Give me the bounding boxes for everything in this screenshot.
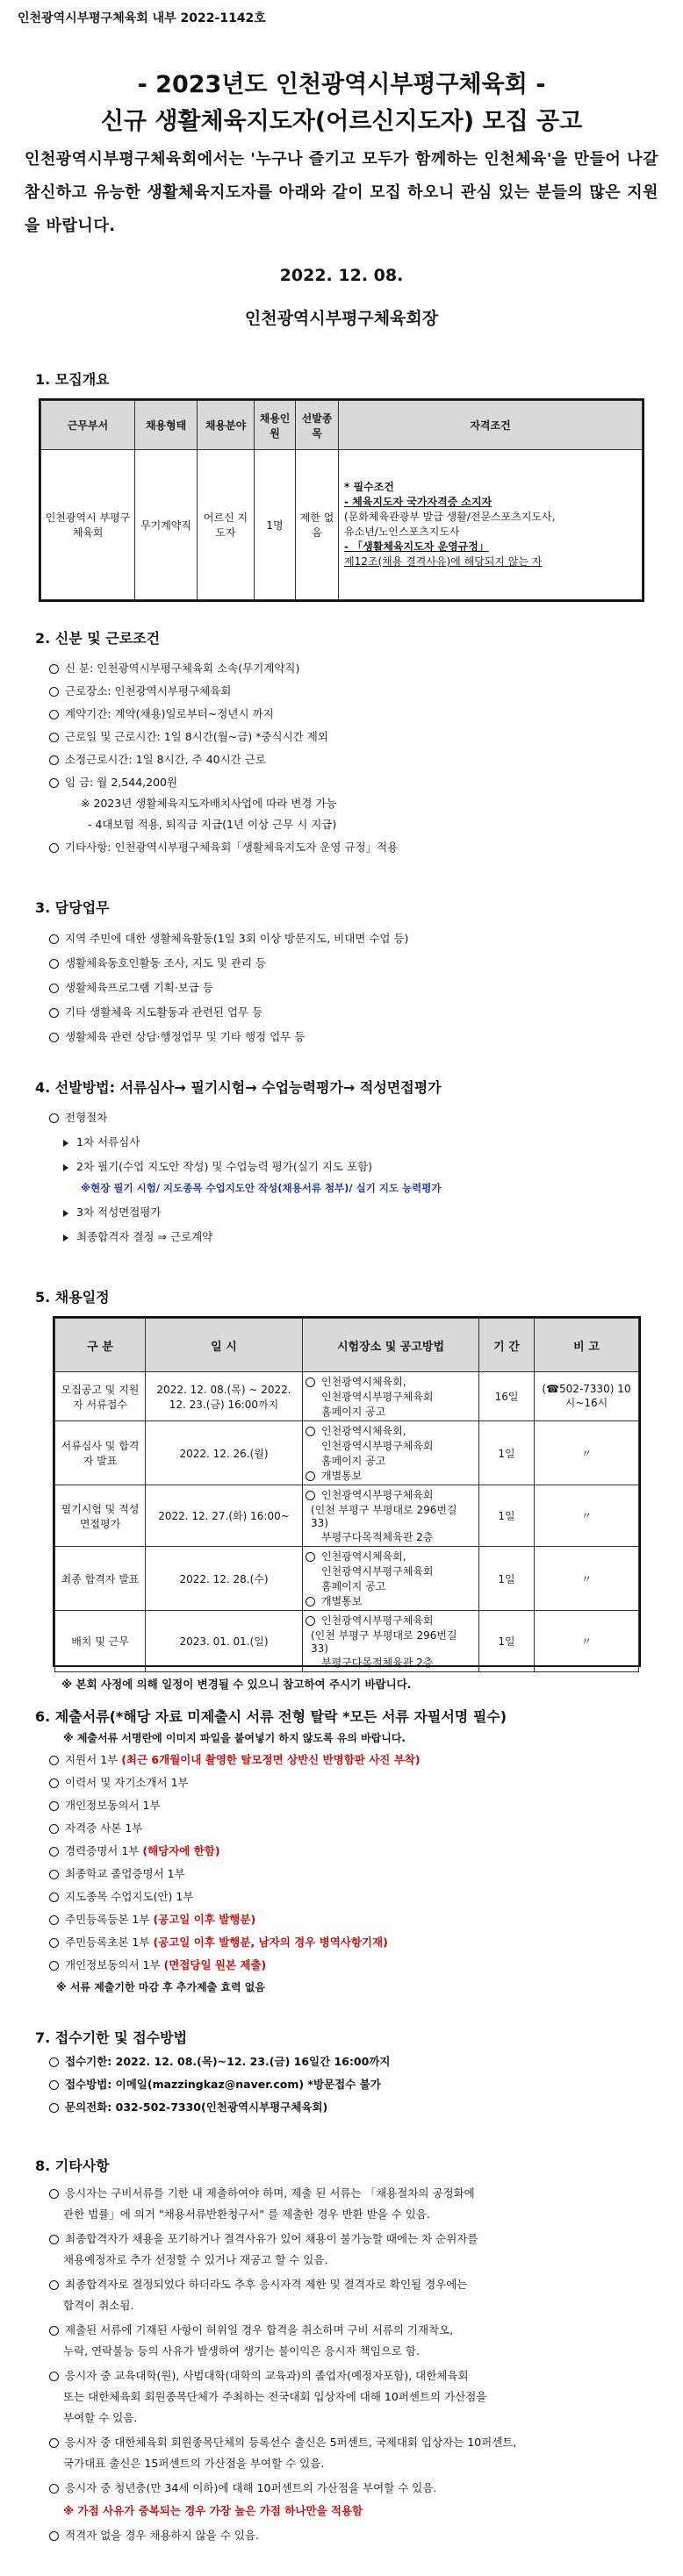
s3-item: 생활체육동호인활동 조사, 지도 및 관리 등: [49, 955, 266, 970]
s8-item-cont: 국가대표 출신은 15퍼센트의 가산점을 부여할 수 있음.: [63, 2457, 325, 2470]
s4-step: 1차 서류심사: [63, 1134, 140, 1149]
col-place: 시험장소 및 공고방법: [303, 1319, 479, 1372]
col-datetime: 일 시: [146, 1319, 303, 1372]
s8-item: 응시자 중 청년층(만 34세 이하)에 대해 10퍼센트의 가산점을 부여할 수 있음.: [49, 2479, 436, 2495]
s3-item: 생활체육 관련 상담·행정업무 및 기타 행정 업무 등: [49, 1028, 305, 1044]
s4-step: 3차 적성면접평가: [63, 1204, 161, 1220]
s8-item: 응시자 중 대한체육회 회원종목단체의 등록선수 출신은 5퍼센트, 국제대회 입상자는 10퍼센트,: [49, 2434, 516, 2450]
s8-red-note: ※ 가점 사유가 중복되는 경우 가장 높은 가점 하나만을 적용함: [63, 2504, 363, 2517]
s4-step: 2차 필기(수업 지도안 작성) 및 수업능력 평가(실기 지도 포함): [63, 1158, 372, 1174]
s6-subnote: ※ 제출서류 서명란에 이미지 파일을 붙여넣기 하지 않도록 유의 바랍니다.: [63, 1732, 406, 1744]
cell-dept: 인천광역시 부평구체육회: [41, 450, 135, 600]
s8-item: 제출된 서류에 기재된 사항이 허위일 경우 합격을 취소하며 구비 서류의 기재착오,: [49, 2322, 453, 2337]
organization-name: 인천광역시부평구체육회장: [244, 309, 439, 328]
s3-item: 생활체육프로그램 기획·보급 등: [49, 979, 213, 995]
section-6-title: 6. 제출서류(*해당 자료 미제출시 서류 전형 탈락 *모든 서류 자필서명 필수): [35, 1708, 507, 1725]
s6-item: 주민등록등본 1부 (공고일 이후 발행분): [49, 1911, 255, 1927]
s6-item: 자격증 사본 1부: [49, 1820, 142, 1835]
schedule-table: [53, 1316, 641, 1667]
recruitment-table: [39, 398, 644, 602]
s6-item: 주민등록초본 1부 (공고일 이후 발행분, 남자의 경우 병역사항기재): [49, 1934, 388, 1950]
qual-rule: - 「생활체육지도자 운영규정」: [344, 540, 489, 553]
s2-item: 근로장소: 인천광역시부평구체육회: [49, 683, 231, 698]
s4-step: 최종합격자 결정 ⇒ 근로계약: [63, 1228, 212, 1244]
s2-item: 임 금: 월 2,544,200원: [49, 774, 177, 790]
s8-item: 응시자는 구비서류를 기한 내 제출하여야 하며, 제출 된 서류는 「채용절차의 공정화에: [49, 2185, 475, 2200]
s4-step-note: ※현장 필기 시험/ 지도종목 수업지도안 작성(채용서류 첨부)/ 실기 지도 능력평가: [81, 1182, 442, 1194]
s8-item: 적격자 없을 경우 채용하지 않을 수 있음.: [49, 2527, 259, 2543]
s2-item: 기타사항: 인천광역시부평구체육회「생활체육지도자 운영 규정」적용: [49, 839, 398, 855]
s2-item: 신 분: 인천광역시부평구체육회 소속(무기계약직): [49, 660, 299, 676]
col-period: 기 간: [479, 1319, 535, 1372]
col-dept: 근무부서: [41, 401, 135, 450]
qual-license: - 체육지도자 국가자격증 소지자: [344, 496, 492, 508]
schedule-row: 필기시험 및 적성면접평가 2022. 12. 27.(화) 16:00~ 인천광역시부평구체육회 (인천 부평구 부평대로 296번길 33) 부평구다목적체육관 2층 1일 〃: [55, 1485, 639, 1547]
cell-sport: 제한 없음: [296, 450, 339, 600]
section-3-title: 3. 담당업무: [35, 899, 110, 916]
qual-required: * 필수조건: [344, 481, 394, 493]
s6-item: 최종학교 졸업증명서 1부: [49, 1865, 185, 1881]
col-qualification: 자격조건: [339, 401, 643, 450]
cell-field: 어르신 지도자: [198, 450, 255, 600]
intro-paragraph: 인천광역시부평구체육회에서는 '누구나 즐기고 모두가 함께하는 인천체육'을 만들어 나갈 참신하고 유능한 생활체육지도자를 아래와 같이 모집 하오니 관심 있는 분들의 많은 지원을 바랍니다.: [25, 150, 658, 235]
s7-item: 접수기한: 2022. 12. 08.(목)~12. 23.(금) 16일간 16:00까지: [49, 2053, 390, 2069]
s3-item: 기타 생활체육 지도활동과 관련된 업무 등: [49, 1004, 262, 1020]
cell-count: 1명: [255, 450, 296, 600]
schedule-row: 모집공고 및 지원자 서류접수 2022. 12. 08.(목) ~ 2022. 12. 23.(금) 16:00까지 인천광역시체육회, 인천광역시부평구체육회 홈페이지 공고 16일 (☎502-7330) 10시~16시: [55, 1372, 639, 1421]
section-7-title: 7. 접수기한 및 접수방법: [35, 2029, 188, 2046]
s2-item: 근로일 및 근로시간: 1일 8시간(월~금) *중식시간 제외: [49, 728, 328, 744]
qual-rule-detail: 제12조(채용 결격사유)에 해당되지 않는 자: [344, 555, 543, 568]
s8-item: 최종합격자가 채용을 포기하거나 결격사유가 있어 채용이 불가능할 때에는 차 순위자를: [49, 2230, 478, 2246]
s8-item: 응시자 중 교육대학(원), 사범대학(대학의 교육과)의 졸업자(예정자포함), 대한체육회: [49, 2367, 469, 2383]
s8-item-cont: 관한 법률」에 의거 "채용서류반환청구서" 를 제출한 경우 반환 받을 수 있음.: [63, 2207, 430, 2221]
cell-type: 무기계약직: [135, 450, 198, 600]
s8-item-cont: 누락, 연락불능 등의 사유가 발생하여 생기는 불이익은 응시자 책임으로 함.: [63, 2344, 420, 2358]
s8-item-cont: 합격이 취소됨.: [63, 2299, 134, 2312]
col-memo: 비 고: [535, 1319, 639, 1372]
s3-item: 지역 주민에 대한 생활체육활동(1일 3회 이상 방문지도, 비대면 수업 등): [49, 930, 408, 946]
s8-item-cont: 채용예정자로 추가 선정할 수 있거나 재공고 할 수 있음.: [63, 2253, 328, 2266]
s7-item: 문의전화: 032-502-7330(인천광역시부평구체육회): [49, 2099, 327, 2114]
s2-item: 계약기간: 계약(채용)일로부터~정년시 까지: [49, 705, 274, 721]
s7-item: 접수방법: 이메일(mazzingkaz@naver.com) *방문접수 불가: [49, 2076, 381, 2092]
s6-item: 경력증명서 1부 (해당자에 한함): [49, 1843, 220, 1858]
col-sport: 선발종목: [296, 401, 339, 450]
schedule-note: ※ 본회 사정에 의해 일정이 변경될 수 있으니 참고하여 주시기 바랍니다.: [61, 1678, 412, 1691]
s6-item: 지원서 1부 (최근 6개월이내 촬영한 탈모정면 상반신 반명함판 사진 부착): [49, 1751, 421, 1767]
s8-item-cont: 또는 대한체육회 회원종목단체가 주최하는 전국대회 입상자에 대해 10퍼센트의 가산점을: [63, 2390, 487, 2403]
s8-item: 최종합격자로 결정되었다 하더라도 추후 응시자격 제한 및 결격자로 확인될 경우에는: [49, 2276, 467, 2292]
qual-license-detail-2: 유소년/노인스포츠지도사: [344, 526, 460, 538]
s6-deadline-note: ※ 서류 제출기한 마감 후 추가제출 효력 없음: [56, 1981, 265, 1993]
col-type: 채용형태: [135, 401, 198, 450]
schedule-row: 배치 및 근무 2023. 01. 01.(일) 인천광역시부평구체육회 (인천 부평구 부평대로 296번길 33) 부평구다목적체육관 2층 1일 〃: [55, 1611, 639, 1672]
s2-item: 소정근로시간: 1일 8시간, 주 40시간 근로: [49, 751, 266, 767]
section-8-title: 8. 기타사항: [35, 2157, 110, 2174]
col-field: 채용분야: [198, 401, 255, 450]
section-4-title: 4. 선발방법: 서류심사→ 필기시험→ 수업능력평가→ 적성면접평가: [35, 1079, 442, 1096]
title-line-1: - 2023년도 인천광역시부평구체육회 -: [137, 71, 546, 98]
s6-item: 개인정보동의서 1부: [49, 1797, 161, 1813]
schedule-row: 서류심사 및 합격자 발표 2022. 12. 26.(월) 인천광역시체육회, 인천광역시부평구체육회 홈페이지 공고 개별통보 1일 〃: [55, 1421, 639, 1485]
s2-note: - 4대보험 적용, 퇴직금 지급(1년 이상 근무 시 지급): [88, 818, 337, 831]
col-count: 채용인원: [255, 401, 296, 450]
section-2-title: 2. 신분 및 근로조건: [35, 630, 161, 647]
section-5-title: 5. 채용일정: [35, 1289, 110, 1306]
title-line-2: 신규 생활체육지도자(어르신지도자) 모집 공고: [100, 108, 583, 135]
schedule-row: 최종 합격자 발표 2022. 12. 28.(수) 인천광역시체육회, 인천광역시부평구체육회 홈페이지 공고 개별통보 1일 〃: [55, 1547, 639, 1611]
section-1-title: 1. 모집개요: [35, 371, 110, 388]
s2-note: ※ 2023년 생활체육지도자배치사업에 따라 변경 가능: [81, 797, 337, 810]
col-stage: 구 분: [55, 1319, 146, 1372]
s6-item: 지도종목 수업지도(안) 1부: [49, 1888, 193, 1904]
s4-procedure: 전형절차: [49, 1109, 107, 1125]
qual-license-detail-1: (문화체육관광부 발급 생활/전문스포츠지도사,: [344, 511, 556, 523]
cell-qualification: [339, 450, 643, 600]
s6-item: 개인정보동의서 1부 (면접당일 원본 제출): [49, 1957, 266, 1972]
s8-item-cont: 부여할 수 있음.: [63, 2411, 138, 2424]
s6-item: 이력서 및 자기소개서 1부: [49, 1774, 189, 1790]
announcement-date: 2022. 12. 08.: [279, 266, 404, 285]
document-number: 인천광역시부평구체육회 내부 2022-1142호: [18, 11, 266, 25]
